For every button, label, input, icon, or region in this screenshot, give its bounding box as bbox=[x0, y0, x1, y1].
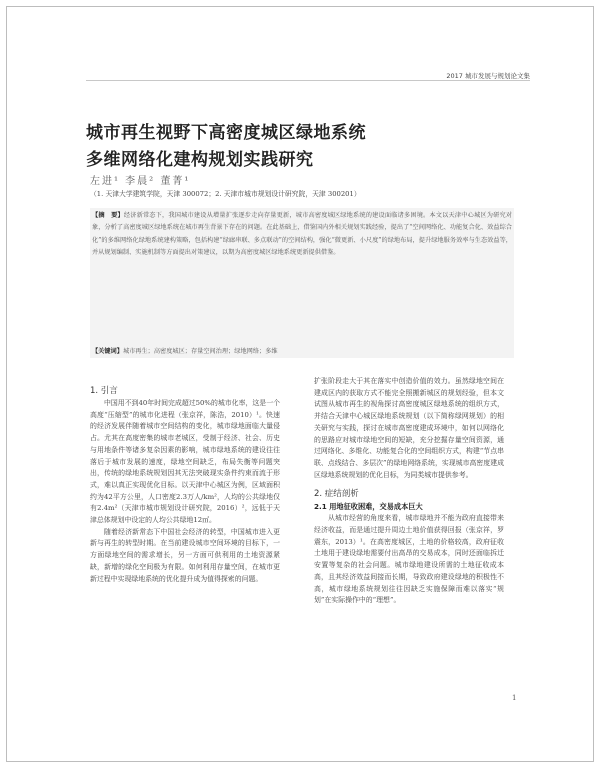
title-line-2: 多维网络化建构规划实践研究 bbox=[86, 150, 314, 170]
header-rule bbox=[86, 80, 530, 81]
keywords-text: 城市再生；高密度城区；存量空间治理；绿地网络；多维 bbox=[122, 348, 278, 355]
keywords bbox=[92, 346, 512, 355]
section-heading-intro: 1. 引言 bbox=[90, 386, 118, 396]
subsection-heading: 2.1 用地征收困难，交易成本巨大 bbox=[314, 502, 423, 512]
authors: 左进¹ 李晨² 董菁¹ bbox=[90, 176, 191, 187]
affiliations: （1. 天津大学建筑学院，天津 300072；2. 天津市城市规划设计研究院，天津 300201） bbox=[90, 190, 361, 198]
page-number: 1 bbox=[512, 694, 517, 702]
paragraph: 扩张阶段走大于其在落实中创造价值的效力。虽然绿地空间在建成区内的获取方式不能完全照搬新城区的规划经验，但本文试图从城市再生的视角探讨高密度城区绿地系统的组织方式，并结合天津中心城区绿地系统规划（以下简称绿网规划）的相关研究与实践，探讨在城市高密度建成环境中，如何以网络化的思路应对城市绿地空间的短缺，充分挖掘存量空间资源，通过网络化、多维化、功能复合化的空间组织方式，构建“节点串联、点线结合、多层次”的绿地网络系统，实现城市高密度建成区绿地系统规划的优化目标，为同类城市提供参考。 bbox=[314, 377, 504, 479]
title-line-1: 城市再生视野下高密度城区绿地系统 bbox=[86, 123, 366, 143]
right-column bbox=[314, 376, 504, 607]
section-heading-diagnosis: 2. 症结剖析 bbox=[314, 489, 359, 500]
keywords-label: 【关键词】 bbox=[92, 348, 123, 355]
abstract-text: 经济新常态下，我国城市建设从增量扩张逐步走向存量更新，城市高密度城区绿地系统的建设面临诸多困境。本文以天津中心城区为研究对象，分析了高密度城区绿地系统在城市再生背景下存在的问题。在此基础上，借鉴国内外相关规划实践经验，提出了“空间网络化、功能复合化、效益综合化”的多维网络化绿地系统建构策略，包括构建“绿廊串联、多点联动”的空间结构，强化“微更新、小尺度”的绿地布局，提升绿地服务效率与生态效益等，并从规划编制、实施机制等方面提出对策建议，以期为高密度城区绿地系统更新提供借鉴。 bbox=[92, 212, 513, 257]
abstract bbox=[92, 210, 512, 260]
paragraph: 中国用不到40年时间完成超过50%的城市化率，这是一个高度“压缩型”的城市化进程（张京祥，陈浩，2010）¹。快速的经济发展伴随着城市空间结构的变化，城市绿地面临大量侵占。尤其在高度密集的城市老城区，受制于经济、社会、历史与用地条件等诸多复杂因素的影响，城市绿地系统的建设往往落后于城市发展的速度，绿地空间缺乏，布局失衡等问题突出，传统的绿地系统规划因其无法突破现实条件约束而流于形式，难以真正实现优化目标。以天津中心城区为例，区域面积约为42平方公里，人口密度2.3万人/km²，人均的公共绿地仅有2.4m²（天津市城市规划设计研究院，2016）²，远低于天津总体规划中设定的人均公共绿地12㎡。 bbox=[90, 399, 280, 525]
running-head: 2017 城市发展与规划论文集 bbox=[446, 72, 530, 80]
abstract-label: 【摘 要】 bbox=[92, 212, 124, 219]
left-column bbox=[90, 384, 280, 585]
paper-title bbox=[86, 120, 526, 174]
paragraph: 从城市经营的角度来看，城市绿地并不能为政府直接带来经济收益，而是通过提升周边土地价值获得回报（张京祥，罗震东，2013）¹。在高密度城区，土地的价格较高，政府征收土地用于建设绿地需要付出高昂的交易成本，同时还面临拆迁安置等复杂的社会问题。城市绿地建设所需的土地征收成本高，且其经济效益间接而长期，导致政府建设绿地的积极性不高，城市绿地系统规划往往因缺乏实施保障而难以落实“规划”在实际操作中的“理想”。 bbox=[314, 514, 504, 605]
paragraph: 随着经济新常态下中国社会经济的转型，中国城市进入更新与再生的转型时期。在当前建设城市空间环境的目标下，一方面绿地空间的需求增长，另一方面可供利用的土地资源紧缺，新增的绿化空间极为有限。如何利用存量空间，在城市更新过程中实现绿地系统的优化提升成为值得探索的问题。 bbox=[90, 527, 280, 583]
